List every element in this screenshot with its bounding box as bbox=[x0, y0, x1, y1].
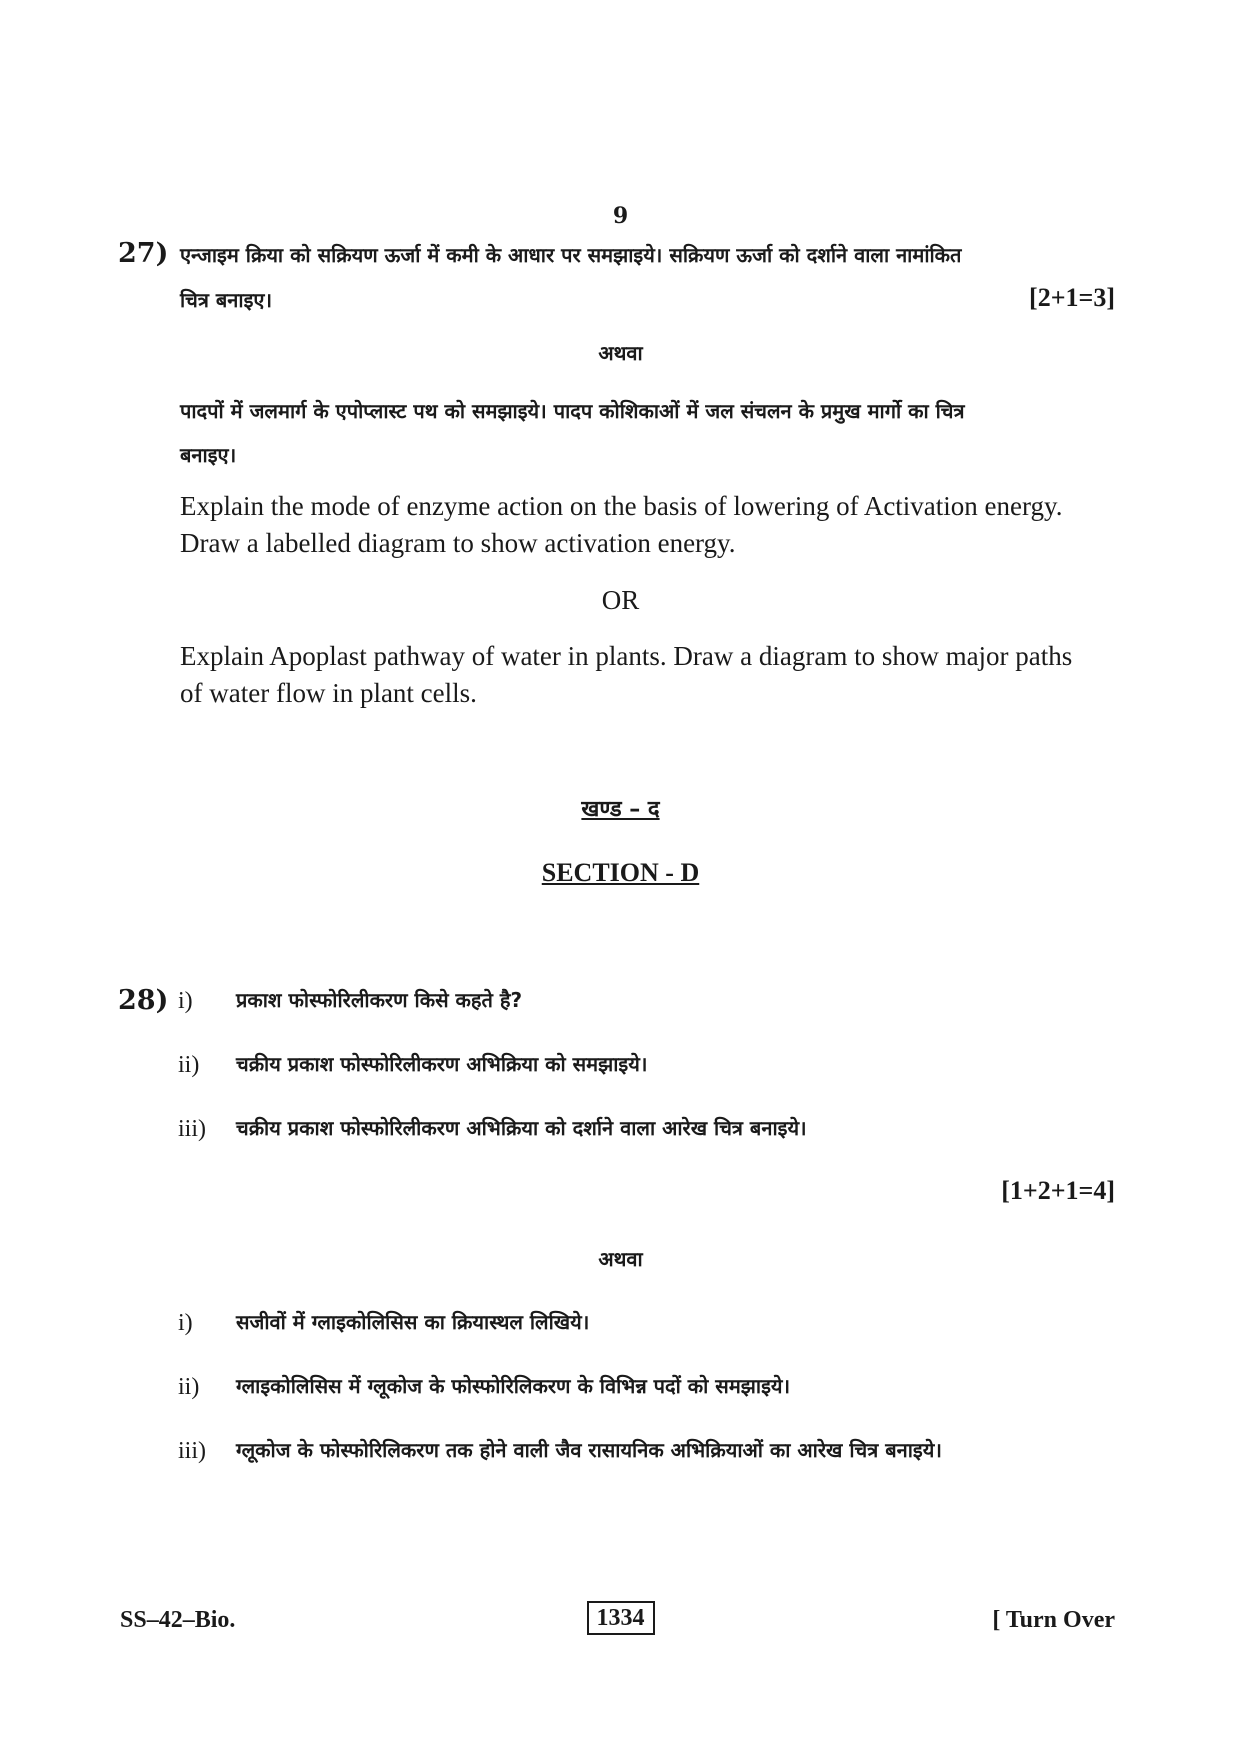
booklet-code: 1334 bbox=[587, 1601, 655, 1635]
q28-marks: [1+2+1=4] bbox=[1001, 1176, 1115, 1205]
q27-hindi-line-1: एन्जाइम क्रिया को सक्रियण ऊर्जा में कमी के आधार पर समझाइये। सक्रियण ऊर्जा को दर्शाने वाला नामांकित bbox=[180, 243, 962, 267]
q27-hindi-line-2: चित्र बनाइए। bbox=[180, 288, 273, 312]
q27-alt-english-line-1: Explain Apoplast pathway of water in plants. Draw a diagram to show major paths bbox=[180, 641, 1073, 671]
q27-alt-hindi-line-2: बनाइए। bbox=[180, 443, 237, 467]
section-title-hindi: खण्ड – द bbox=[581, 797, 660, 822]
question-28-number: 28) bbox=[118, 985, 169, 1016]
section-title-english: SECTION - D bbox=[541, 858, 700, 887]
q28-alt-part-label: i) bbox=[178, 1310, 193, 1336]
q28-part-label: ii) bbox=[178, 1052, 200, 1078]
q28-alt-part-label: iii) bbox=[178, 1438, 206, 1464]
q28-or-hindi: अथवा bbox=[598, 1247, 643, 1271]
q28-part-text: चक्रीय प्रकाश फोस्फोरिलीकरण अभिक्रिया को समझाइये। bbox=[236, 1052, 648, 1076]
q27-english-line-1: Explain the mode of enzyme action on the basis of lowering of Activation energy. bbox=[180, 491, 1063, 521]
q28-part-text: चक्रीय प्रकाश फोस्फोरिलीकरण अभिक्रिया को दर्शाने वाला आरेख चित्र बनाइये। bbox=[236, 1116, 807, 1140]
turn-over-label: [ Turn Over bbox=[992, 1607, 1115, 1633]
q28-part-label: i) bbox=[178, 988, 193, 1014]
q28-alt-part-text: सजीवों में ग्लाइकोलिसिस का क्रियास्थल लिखिये। bbox=[236, 1310, 590, 1334]
q28-alt-part-text: ग्लाइकोलिसिस में ग्लूकोज के फोस्फोरिलिकरण के विभिन्न पदों को समझाइये। bbox=[236, 1374, 791, 1398]
question-27-number: 27) bbox=[118, 238, 169, 269]
q28-alt-part-text: ग्लूकोज के फोस्फोरिलिकरण तक होने वाली जैव रासायनिक अभिक्रियाओं का आरेख चित्र बनाइये। bbox=[236, 1438, 942, 1462]
q28-part-text: प्रकाश फोस्फोरिलीकरण किसे कहते है? bbox=[236, 988, 523, 1012]
page-number: 9 bbox=[612, 203, 629, 229]
q27-or-english: OR bbox=[601, 585, 640, 615]
q27-english-line-2: Draw a labelled diagram to show activation energy. bbox=[180, 528, 736, 558]
q27-or-hindi: अथवा bbox=[598, 341, 643, 365]
paper-code: SS–42–Bio. bbox=[120, 1607, 236, 1633]
q27-alt-hindi-line-1: पादपों में जलमार्ग के एपोप्लास्ट पथ को समझाइये। पादप कोशिकाओं में जल संचलन के प्रमुख मार्गो का चित्र bbox=[180, 399, 965, 423]
q27-marks: [2+1=3] bbox=[1029, 283, 1115, 312]
q28-alt-part-label: ii) bbox=[178, 1374, 200, 1400]
q28-part-label: iii) bbox=[178, 1116, 206, 1142]
q27-alt-english-line-2: of water flow in plant cells. bbox=[180, 678, 477, 708]
